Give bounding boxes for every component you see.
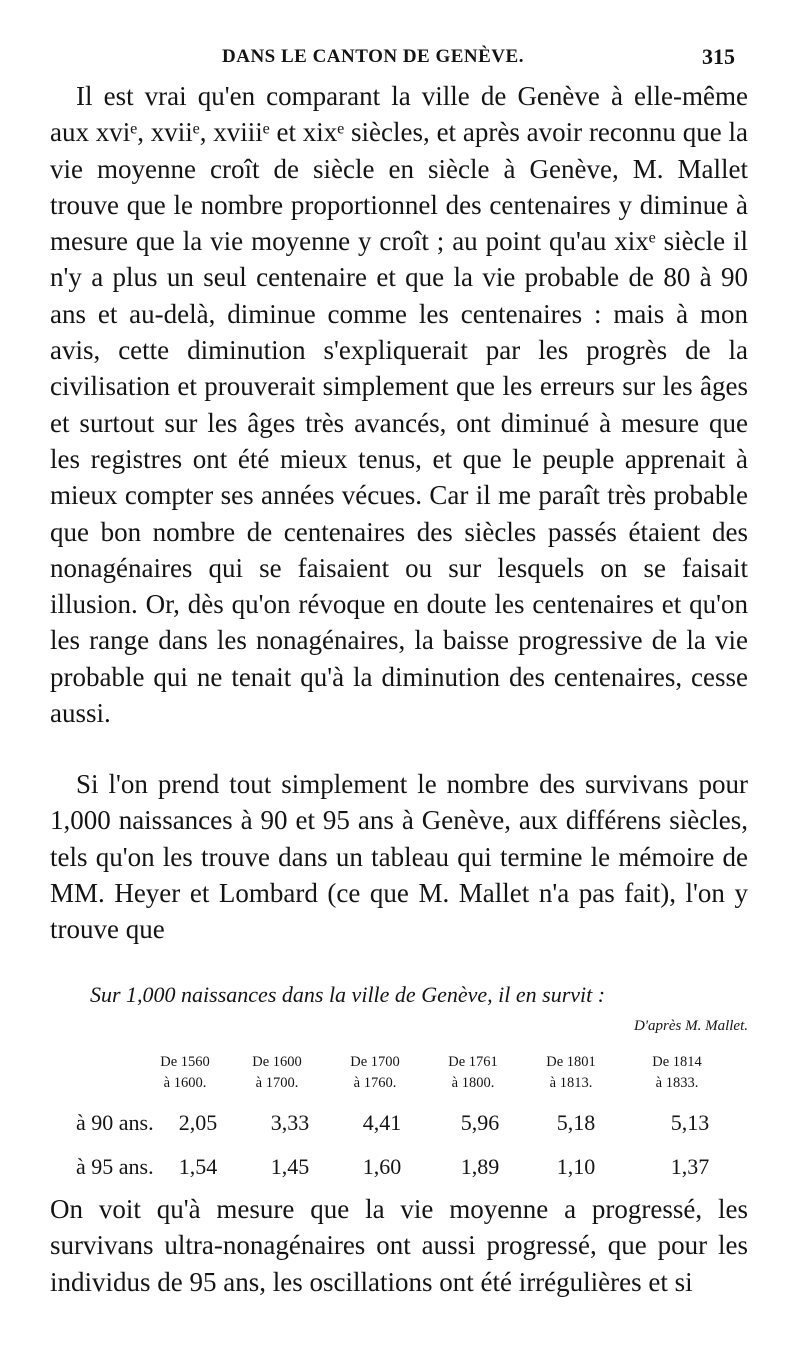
paragraph-2: Si l'on prend tout simplement le nombre des survivans pour 1,000 naissances à 90 et 95 ans à Genève, aux différens siècles, tels qu'on les trouve dans un tableau qui termine le mémoire de MM. Heyer et Lombard (ce que M. Mallet n'a pas fait), l'on y trouve que [50, 769, 748, 945]
row-label: à 95 ans. [76, 1154, 154, 1179]
table-cell: 4,41 [362, 1110, 402, 1135]
column-header [526, 1052, 616, 1094]
table-cell: 5,13 [670, 1110, 710, 1135]
table-cell: 3,33 [270, 1110, 310, 1135]
running-head [0, 42, 800, 72]
column-to: à 1800. [451, 1075, 495, 1091]
column-from: De 1761 [448, 1054, 498, 1070]
table-cell: 1,10 [556, 1154, 596, 1179]
paragraph-3: On voit qu'à mesure que la vie moyenne a progressé, les survivans ultra-nonagénaires ont aussi progressé, que pour les individus de 95 ans, les oscillations ont été irrégulières et si [50, 1194, 748, 1297]
page-number: 315 [702, 44, 735, 69]
column-to: à 1833. [655, 1075, 699, 1091]
column-to: à 1760. [353, 1075, 397, 1091]
table-source: D'après M. Mallet. [633, 1018, 748, 1034]
column-from: De 1801 [546, 1054, 596, 1070]
column-from: De 1560 [160, 1054, 210, 1070]
column-header [632, 1052, 722, 1094]
row-label: à 90 ans. [76, 1110, 154, 1135]
table-cell: 1,60 [362, 1154, 402, 1179]
table-cell: 1,45 [270, 1154, 310, 1179]
column-from: De 1600 [252, 1054, 302, 1070]
column-to: à 1700. [255, 1075, 299, 1091]
paragraph-1: Il est vrai qu'en comparant la ville de Genève à elle-même aux xviᵉ, xviiᵉ, xviiiᵉ et xixᵉ siècles, et après avoir reconnu que la vie moyenne croît de siècle en siècle à Genève, M. Mallet trouve que le nombre proportionnel des centenaires y diminue à mesure que la vie moyenne y croît ; au point qu'au xixᵉ siècle il n'y a plus un seul centenaire et que la vie probable de 80 à 90 ans et au-delà, diminue comme les centenaires : mais à mon avis, cette diminution s'expliquerait par les progrès de la civilisation et prouverait simplement que les erreurs sur les âges et surtout sur les âges très avancés, ont diminué à mesure que les registres ont été mieux tenus, et que le peuple apprenait à mieux compter ses années vécues. Car il me paraît très probable que bon nombre de centenaires des siècles passés étaient des nonagénaires qui se faisaient ou sur lesquels on se faisait illusion. Or, dès qu'on révoque en doute les centenaires et qu'on les range dans les nonagénaires, la baisse progressive de la vie probable qui ne tenait qu'à la diminution des centenaires, cesse aussi. [50, 81, 748, 729]
table-cell: 1,89 [460, 1154, 500, 1179]
table-cell: 1,37 [670, 1154, 710, 1179]
table-cell: 5,18 [556, 1110, 596, 1135]
column-header [232, 1052, 322, 1094]
column-to: à 1600. [163, 1075, 207, 1091]
column-from: De 1700 [350, 1054, 400, 1070]
running-title: DANS LE CANTON DE GENÈVE. [222, 46, 524, 67]
table-cell: 2,05 [178, 1110, 218, 1135]
column-to: à 1813. [549, 1075, 593, 1091]
column-from: De 1814 [652, 1054, 702, 1070]
table-cell: 1,54 [178, 1154, 218, 1179]
column-header [140, 1052, 230, 1094]
table-cell: 5,96 [460, 1110, 500, 1135]
table-caption: Sur 1,000 naissances dans la ville de Genève, il en survit : [90, 982, 606, 1007]
column-header [330, 1052, 420, 1094]
column-header [428, 1052, 518, 1094]
